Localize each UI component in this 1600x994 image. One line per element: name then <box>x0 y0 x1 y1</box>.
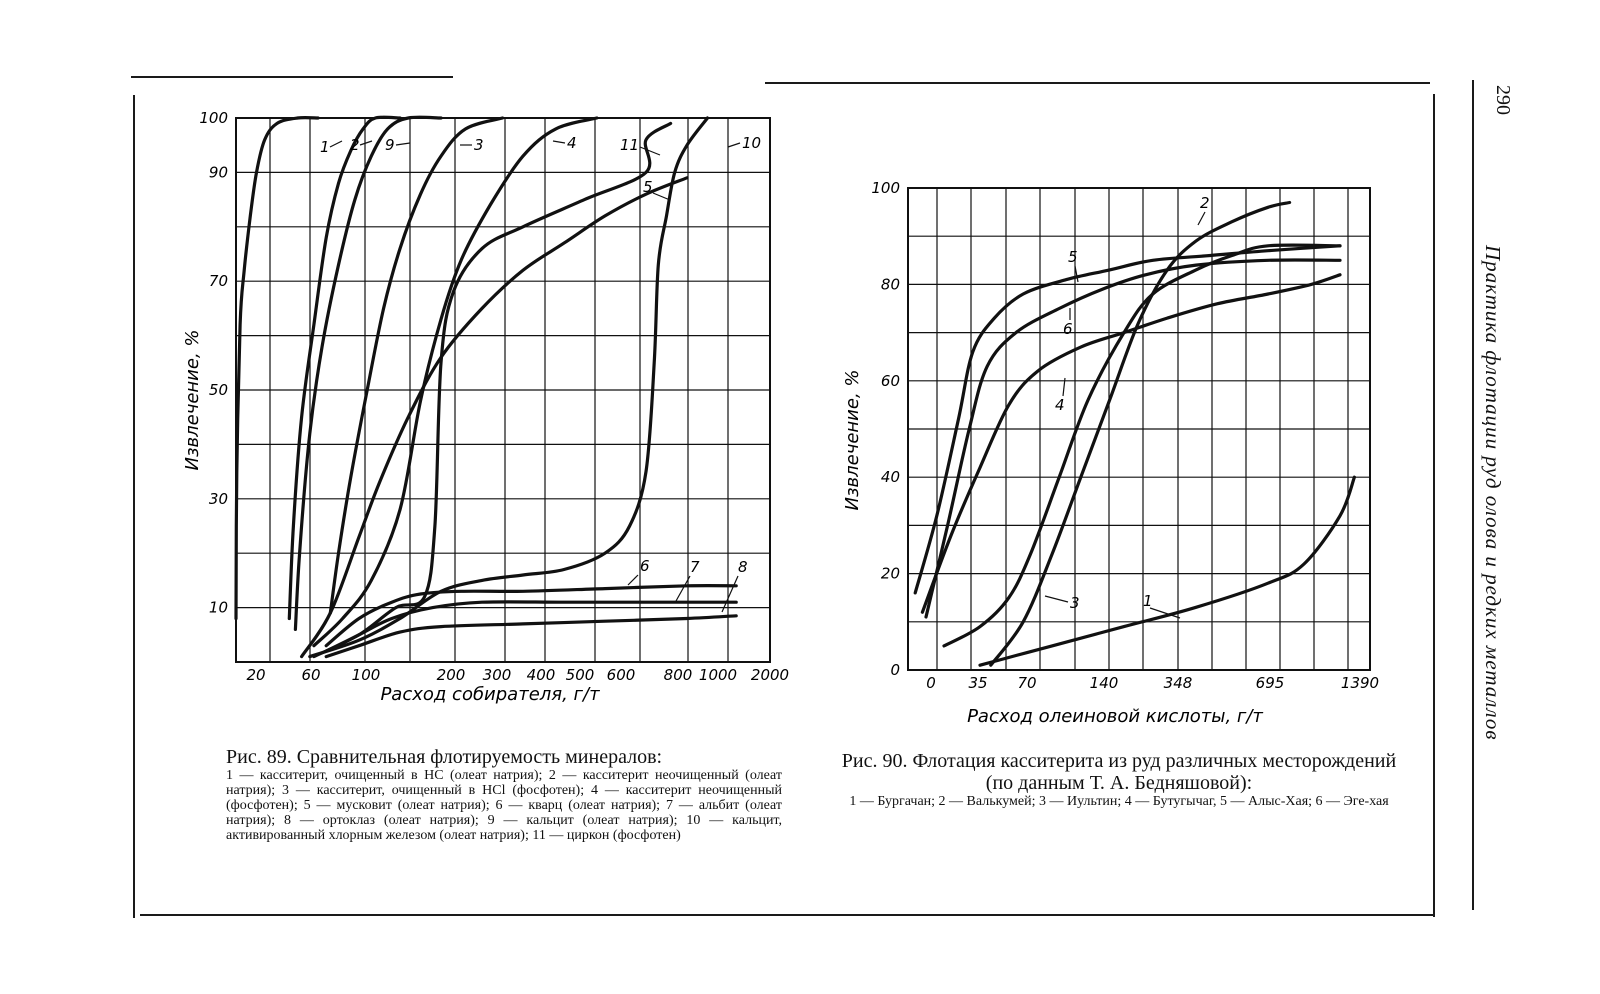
x-tick-label: 20 <box>246 666 266 684</box>
series-label-10: 10 <box>742 134 762 152</box>
x-tick-label: 348 <box>1163 674 1193 692</box>
chart-90-x-axis-label: Расход олеиновой кислоты, г/т <box>967 706 1263 727</box>
x-tick-label: 300 <box>482 666 512 684</box>
x-tick-label: 140 <box>1089 674 1119 692</box>
series-line-6 <box>926 260 1340 617</box>
figure-90-caption-title: Рис. 90. Флотация касситерита из руд различных месторождений (по данным Т. А. Бедняшовой): <box>841 750 1397 794</box>
series-leader-3 <box>1045 596 1068 602</box>
figure-89-caption-title: Рис. 89. Сравнительная флотируемость минералов: <box>226 746 663 768</box>
y-tick-label: 80 <box>880 275 900 294</box>
series-label-6: 6 <box>640 557 650 575</box>
chart-89-y-axis-label: Извлечение, % <box>182 329 203 471</box>
series-label-1: 1 <box>320 138 330 156</box>
figure-89-caption <box>226 746 782 843</box>
page-number: 290 <box>1492 85 1514 115</box>
series-label-3: 3 <box>474 136 484 154</box>
series-label-8: 8 <box>738 558 748 576</box>
x-tick-label: 35 <box>968 674 988 692</box>
x-tick-label: 2000 <box>750 666 790 684</box>
x-tick-label: 60 <box>301 666 321 684</box>
series-label-5: 5 <box>643 178 653 196</box>
x-tick-label: 500 <box>565 666 595 684</box>
x-tick-label: 70 <box>1017 674 1037 692</box>
x-tick-label: 800 <box>663 666 693 684</box>
series-label-11: 11 <box>620 136 640 154</box>
series-leader-2 <box>1198 212 1205 225</box>
figure-90-caption <box>838 750 1400 809</box>
x-tick-label: 600 <box>606 666 636 684</box>
chart-90-series <box>915 203 1354 666</box>
x-tick-label: 100 <box>351 666 381 684</box>
series-label-6: 6 <box>1063 320 1073 338</box>
series-label-2: 2 <box>350 136 360 154</box>
y-tick-label: 10 <box>208 598 228 617</box>
figure-89-caption-body: 1 — касситерит, очищенный в HC (олеат натрия); 2 — касситерит неочищенный (олеат натрия); 3 — касситерит, очищенный в HCl (фосфотен); 4 — касситерит неочищенный (фосфотен); 5 — мусковит (олеат натрия); 6 — кварц (олеат натрия); 7 — альбит (олеат натрия); 8 — ортоклаз (олеат натрия); 9 — кальцит (олеат натрия); 10 — кальцит, активированный хлорным железом (олеат натрия); 11 — циркон (фосфотен) <box>226 768 782 843</box>
series-label-3: 3 <box>1070 594 1080 612</box>
y-tick-label: 20 <box>880 564 900 583</box>
x-tick-label: 200 <box>436 666 466 684</box>
series-line-4 <box>922 275 1340 612</box>
y-tick-label: 0 <box>890 661 900 679</box>
chart-89-x-axis-label: Расход собирателя, г/т <box>380 684 600 705</box>
series-label-5: 5 <box>1068 248 1078 266</box>
x-tick-label: 1390 <box>1340 674 1380 692</box>
y-tick-label: 90 <box>208 163 228 182</box>
series-line-2 <box>991 203 1290 666</box>
x-tick-label: 1000 <box>698 666 738 684</box>
series-label-2: 2 <box>1200 194 1210 212</box>
x-tick-label: 695 <box>1255 674 1285 692</box>
series-label-4: 4 <box>1055 396 1065 414</box>
chart-90-y-axis-label: Извлечение, % <box>842 369 863 511</box>
series-line-1 <box>980 477 1354 665</box>
y-tick-label: 60 <box>880 371 900 390</box>
series-label-7: 7 <box>690 558 700 576</box>
y-tick-label: 30 <box>208 489 228 508</box>
y-tick-label: 100 <box>199 109 228 127</box>
figure-90-caption-body: 1 — Бургачан; 2 — Валькумей; 3 — Иультин; 4 — Бутугычаг, 5 — Алыс-Хая; 6 — Эге-хая <box>849 794 1389 809</box>
running-title: Практика флотации руд олова и редких металлов <box>1481 245 1505 741</box>
y-tick-label: 70 <box>208 272 228 291</box>
y-tick-label: 40 <box>880 468 900 487</box>
series-label-9: 9 <box>385 136 395 154</box>
chart-90-tick-labels <box>871 179 1379 692</box>
series-line-5 <box>915 246 1340 593</box>
y-tick-label: 50 <box>208 381 228 399</box>
y-tick-label: 100 <box>871 179 900 197</box>
x-tick-label: 0 <box>926 674 936 692</box>
series-label-1: 1 <box>1143 592 1153 610</box>
x-tick-label: 400 <box>526 666 556 684</box>
series-label-4: 4 <box>567 134 577 152</box>
